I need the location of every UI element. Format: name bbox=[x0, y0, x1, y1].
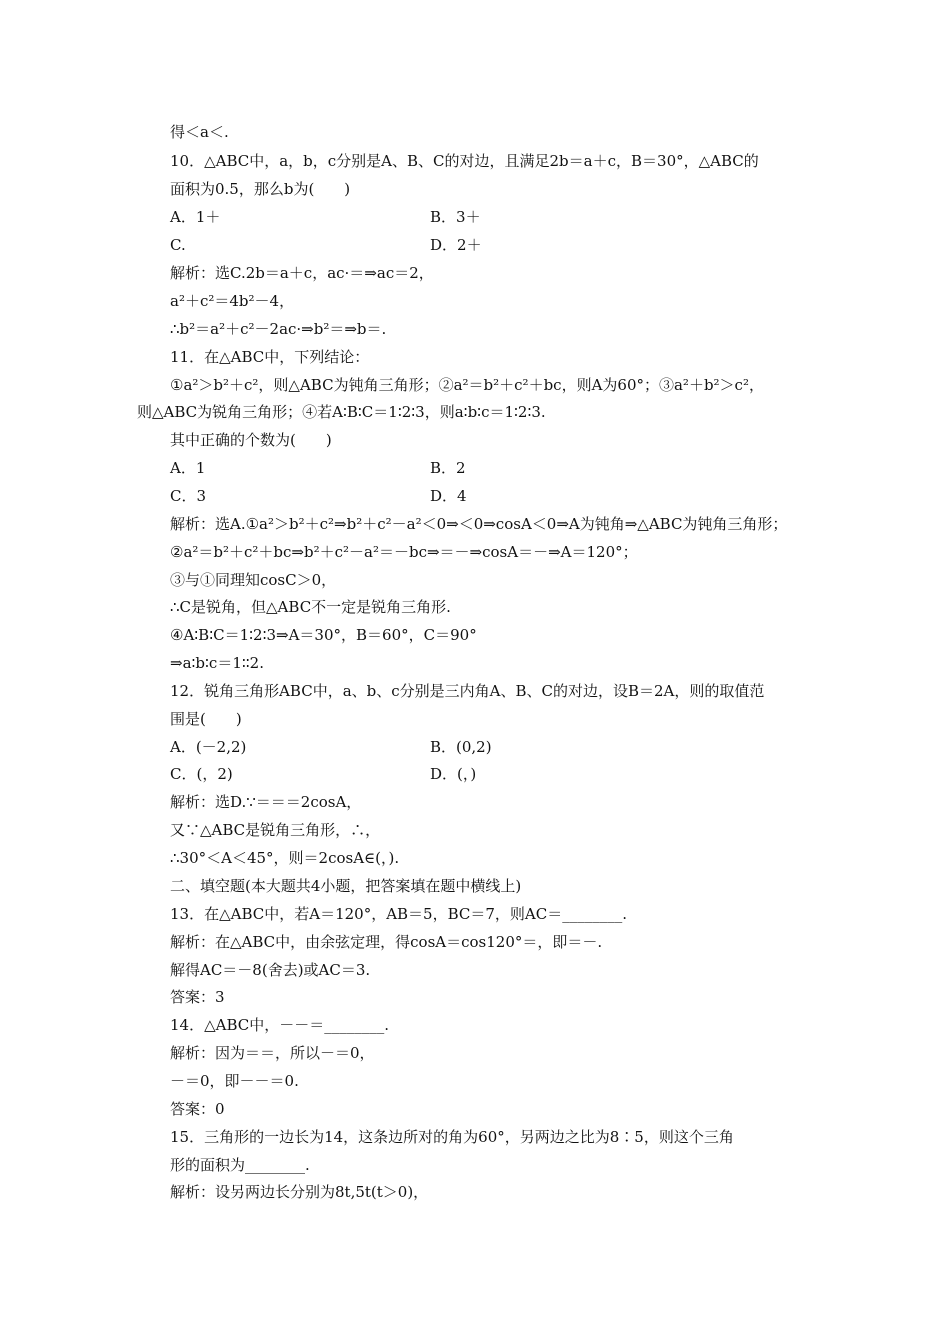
question-15-line-2: 形的面积为________. bbox=[170, 1156, 310, 1174]
solution-line: 解析：因为＝＝，所以－＝0， bbox=[170, 1044, 375, 1062]
section-heading: 二、填空题(本大题共4小题，把答案填在题中横线上) bbox=[170, 877, 522, 895]
question-11-line-1: 11．在△ABC中，下列结论： bbox=[170, 348, 370, 366]
question-13: 13．在△ABC中，若A＝120°，AB＝5，BC＝7，则AC＝________. bbox=[170, 905, 627, 923]
option-a: A．1＋ bbox=[170, 208, 221, 226]
option-d: D．(，) bbox=[430, 765, 477, 783]
solution-line: 解析：选C.2b＝a＋c，ac·＝⇒ac＝2， bbox=[170, 264, 434, 282]
solution-line: ⇒a∶b∶c＝1∶∶2. bbox=[170, 654, 264, 672]
answer-line: 答案：0 bbox=[170, 1100, 225, 1118]
solution-line: ④A∶B∶C＝1∶2∶3⇒A＝30°，B＝60°，C＝90° bbox=[170, 626, 477, 644]
solution-line: －＝0，即－－＝0. bbox=[170, 1072, 299, 1090]
option-d: D．4 bbox=[430, 487, 467, 505]
solution-line: ∴30°＜A＜45°，则＝2cosA∈(，). bbox=[170, 849, 400, 867]
option-c: C．(，2) bbox=[170, 765, 233, 783]
question-15-line-1: 15．三角形的一边长为14，这条边所对的角为60°，另两边之比为8∶5，则这个三角 bbox=[170, 1128, 734, 1146]
solution-line: 解析：在△ABC中，由余弦定理，得cosA＝cos120°＝，即＝－. bbox=[170, 933, 603, 951]
option-a: A．1 bbox=[170, 459, 206, 477]
solution-line: 解析：选A.①a²＞b²＋c²⇒b²＋c²－a²＜0⇒＜0⇒cosA＜0⇒A为钝角⇒△ABC为钝角三角形； bbox=[170, 515, 788, 533]
option-b: B．2 bbox=[430, 459, 466, 477]
option-d: D．2＋ bbox=[430, 236, 482, 254]
solution-line: ②a²＝b²＋c²＋bc⇒b²＋c²－a²＝－bc⇒＝－⇒cosA＝－⇒A＝120°； bbox=[170, 543, 638, 561]
solution-line: 解得AC＝－8(舍去)或AC＝3. bbox=[170, 961, 371, 979]
option-b: B．(0,2) bbox=[430, 738, 492, 756]
text-line: 得＜a＜. bbox=[170, 123, 229, 141]
solution-line: 解析：选D.∵＝＝＝2cosA， bbox=[170, 793, 362, 811]
solution-line: 又∵△ABC是锐角三角形，∴， bbox=[170, 821, 381, 839]
question-11-line-4: 其中正确的个数为( ) bbox=[170, 431, 332, 449]
question-10-line-2: 面积为0.5，那么b为( ) bbox=[170, 180, 351, 198]
solution-line: ③与①同理知cosC＞0， bbox=[170, 571, 337, 589]
question-11-line-2: ①a²＞b²＋c²，则△ABC为钝角三角形；②a²＝b²＋c²＋bc，则A为60°；③a²＋b²＞c²， bbox=[170, 376, 764, 394]
solution-line: ∴b²＝a²＋c²－2ac·⇒b²＝⇒b＝. bbox=[170, 320, 387, 338]
option-b: B．3＋ bbox=[430, 208, 481, 226]
question-10-line-1: 10．△ABC中，a，b，c分别是A、B、C的对边，且满足2b＝a＋c，B＝30°，△ABC的 bbox=[170, 152, 759, 170]
question-14: 14．△ABC中，－－＝________. bbox=[170, 1016, 390, 1034]
answer-line: 答案：3 bbox=[170, 988, 225, 1006]
question-11-line-3: 则△ABC为锐角三角形；④若A∶B∶C＝1∶2∶3，则a∶b∶c＝1∶2∶3. bbox=[137, 403, 546, 421]
question-12-line-1: 12．锐角三角形ABC中，a、b、c分别是三内角A、B、C的对边，设B＝2A，则的取值范 bbox=[170, 682, 765, 700]
solution-line: a²＋c²＝4b²－4， bbox=[170, 292, 295, 310]
option-c: C．3 bbox=[170, 487, 207, 505]
question-12-line-2: 围是( ) bbox=[170, 710, 242, 728]
option-c: C. bbox=[170, 236, 186, 254]
solution-line: 解析：设另两边长分别为8t,5t(t＞0)， bbox=[170, 1183, 429, 1201]
solution-line: ∴C是锐角，但△ABC不一定是锐角三角形. bbox=[170, 598, 451, 616]
option-a: A．(－2,2) bbox=[170, 738, 247, 756]
